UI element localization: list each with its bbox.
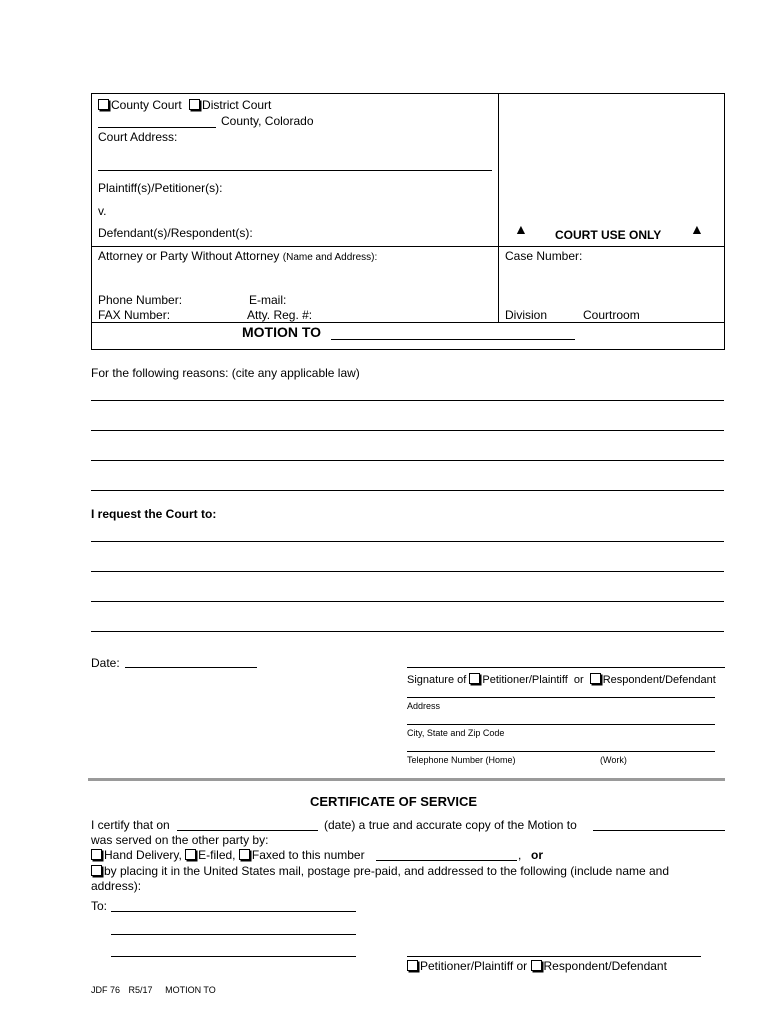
county-court-label: County Court [111,98,182,112]
mail-checkbox[interactable] [91,865,102,876]
division-label: Division [505,308,548,322]
date-field[interactable] [125,667,257,668]
versus-label: v. [98,204,107,218]
mail-row [91,864,669,878]
faxed-checkbox[interactable] [239,849,250,860]
date-label: Date: [91,656,120,670]
reasons-line-2[interactable] [91,430,724,431]
district-court-label: District Court [202,98,272,112]
cert-respondent-checkbox[interactable] [531,960,542,971]
footer-revision: R5/17 [128,985,153,995]
telephone-field[interactable] [407,751,715,752]
request-line-2[interactable] [91,571,724,572]
certify-on-label: I certify that on [91,818,170,832]
plaintiffs-label: Plaintiff(s)/Petitioner(s): [98,181,223,195]
signature-petitioner-label: Petitioner/Plaintiff [482,674,568,686]
certificate-signature-field[interactable] [407,956,701,957]
request-line-4[interactable] [91,631,724,632]
signature-or: or [573,674,584,686]
certify-date-text: (date) a true and accurate copy of the Motion to [324,818,577,832]
motion-title: MOTION TO [242,324,322,340]
fax-number-field[interactable] [376,860,517,861]
section-separator [88,778,725,781]
reasons-prompt: For the following reasons: (cite any applicable law) [91,366,360,380]
reasons-line-4[interactable] [91,490,724,491]
court-use-arrow-left: ▲ [514,221,528,237]
address-label: Address [407,701,441,711]
or-label: or [531,848,543,862]
footer-form-name: MOTION TO [165,985,216,995]
hand-delivery-label: Hand Delivery, [104,848,182,862]
attorney-label-text: Attorney or Party Without Attorney [98,249,280,263]
court-address-label: Court Address: [98,130,178,144]
certify-motion-field[interactable] [593,830,725,831]
mail-text: by placing it in the United States mail, postage pre-paid, and addressed to the following (include name and [104,864,670,878]
court-use-arrow-right: ▲ [690,221,704,237]
caption-divider-vertical [498,93,499,322]
motion-title-field[interactable] [331,339,575,340]
defendants-label: Defendant(s)/Respondent(s): [98,226,253,240]
fax-number-label: FAX Number: [98,308,171,322]
hand-delivery-checkbox[interactable] [91,849,102,860]
attorney-label [98,249,377,263]
cert-petitioner-checkbox[interactable] [407,960,418,971]
district-court-checkbox[interactable] [189,99,200,110]
attorney-label-note: (Name and Address): [282,252,378,263]
footer-form-id: JDF 76 [91,985,121,995]
signature-field[interactable] [407,667,725,668]
mail-text-continued: address): [91,879,142,893]
faxed-label: Faxed to this number [251,848,365,862]
signature-prefix: Signature of [407,674,467,686]
to-line-3[interactable] [111,956,356,957]
certificate-signature-label [407,959,667,973]
request-prompt: I request the Court to: [91,507,217,521]
city-field[interactable] [407,724,715,725]
cert-petitioner-label: Petitioner/Plaintiff or [420,959,528,973]
to-line-1[interactable] [111,911,356,912]
signature-respondent-label: Respondent/Defendant [602,674,716,686]
efiled-label: E-filed, [198,848,236,862]
request-line-3[interactable] [91,601,724,602]
court-address-field[interactable] [98,170,492,171]
to-label: To: [91,899,108,913]
signature-label [407,673,716,686]
court-use-only-label: COURT USE ONLY [555,228,662,242]
signature-respondent-checkbox[interactable] [590,673,601,684]
served-text: was served on the other party by: [91,833,269,847]
delivery-methods-row [91,848,365,862]
footer [91,985,216,995]
phone-number-label: Phone Number: [98,293,183,307]
cert-respondent-label: Respondent/Defendant [543,959,667,973]
city-label: City, State and Zip Code [407,728,505,738]
atty-reg-label: Atty. Reg. #: [247,308,313,322]
certificate-heading: CERTIFICATE OF SERVICE [310,794,478,809]
signature-petitioner-checkbox[interactable] [469,673,480,684]
email-label: E-mail: [249,293,287,307]
caption-divider-2 [91,322,724,323]
reasons-line-3[interactable] [91,460,724,461]
reasons-line-1[interactable] [91,400,724,401]
phone-home-label: Telephone Number (Home) [407,755,516,765]
court-type-row [98,98,271,112]
county-court-checkbox[interactable] [98,99,109,110]
to-line-2[interactable] [111,934,356,935]
county-colorado-label: County, Colorado [221,114,314,128]
case-number-label: Case Number: [505,249,583,263]
efiled-checkbox[interactable] [185,849,196,860]
fax-comma: , [518,848,522,862]
courtroom-label: Courtroom [583,308,640,322]
address-field[interactable] [407,697,715,698]
phone-work-label: (Work) [600,755,627,765]
request-line-1[interactable] [91,541,724,542]
caption-divider-1 [91,246,724,247]
certify-date-field[interactable] [177,830,318,831]
county-name-field[interactable] [98,127,216,128]
